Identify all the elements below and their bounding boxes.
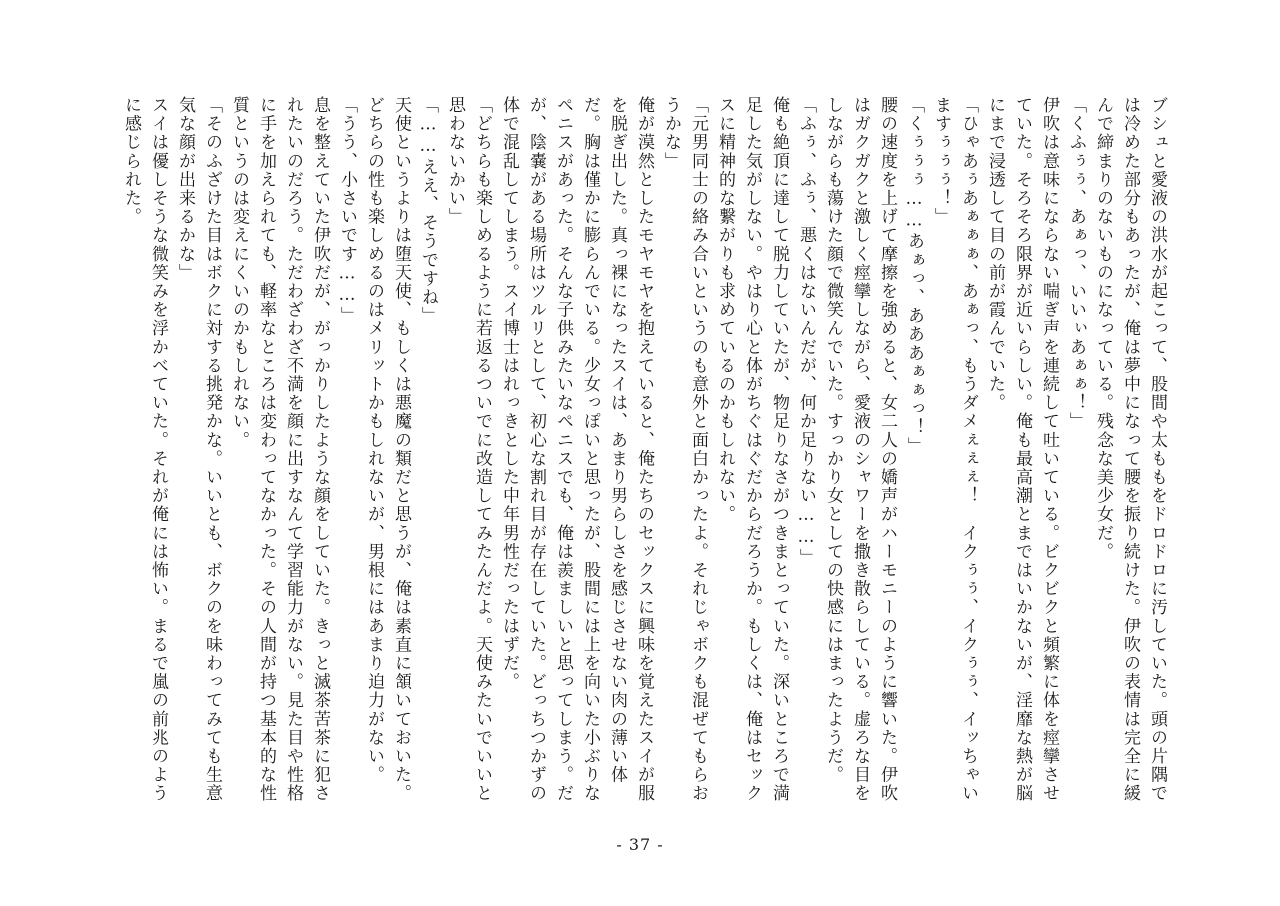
paragraph: 「元男同士の絡み合いというのも意外と面白かったよ。それじゃボクも混ぜてもらおうかな」: [661, 96, 708, 803]
vertical-text-body: [110, 96, 1170, 816]
page-number: - 37 -: [616, 835, 664, 854]
paragraph: 天使というよりは堕天使、もしくは悪魔の類だと思うが、俺は素直に頷いておいた。どちらの性も楽しめるのはメリットかもしれないが、男根にはあまり迫力がない。: [364, 96, 411, 803]
paragraph: 「うう、小さいです……」: [337, 96, 357, 326]
paragraph: 息を整えていた伊吹だが、がっかりしたような顔をしていた。きっと滅茶苦茶に犯されたいのだろう。ただわざわざ不満を顔に出すなんて学習能力がない。見た目や性格に手を加えられても、軽率なところは変わってなかった。その人間が持つ基本的な性質というのは変えにくいのかもしれない。: [229, 96, 330, 803]
paragraph: 腰の速度を上げて摩擦を強めると、女二人の嬌声がハーモニーのように響いた。伊吹はガクガクと激しく痙攣しながら、愛液のシャワーを撒き散らしている。虚ろな目をしながらも蕩けた顔で微笑んでいた。すっかり女としての快感にはまったようだ。: [823, 96, 897, 803]
paragraph: 「ひゃあぅあぁぁぁ、あぁっ、もうダメぇぇぇ！ イクぅぅ、イクぅぅ、イッちゃいますぅぅぅ！」: [931, 96, 978, 803]
paragraph: 俺も絶頂に達して脱力していたが、物足りなさがつきまとっていた。深いところで満足した気がしない。やはり心と体がちぐはぐだからだろうか。もしくは、俺はセックスに精神的な繋がりも求めているのかもしれない。: [715, 96, 789, 803]
paragraph: 「ふぅ、ふぅ、悪くはないんだが、何か足りない……」: [796, 96, 816, 567]
paragraph: 俺が漠然としたモヤモヤを抱えていると、俺たちのセックスに興味を覚えたスイが服を脱ぎ出した。真っ裸になったスイは、あまり男らしさを感じさせない肉の薄い体だ。胸は僅かに膨らんでいる。少女っぽいと思ったが、股間には上を向いた小ぶりなペニスがあった。そんな子供みたいなペニスでも、俺は羨ましいと思ってしまう。だが、陰嚢がある場所はツルリとして、初心な割れ目が存在していた。どっちつかずの体で混乱してしまう。スイ博士はれっきとした中年男性だったはずだ。: [499, 96, 654, 803]
paragraph: ブシュと愛液の洪水が起こって、股間や太ももをドロドロに汚していた。頭の片隅では冷めた部分もあったが、俺は夢中になって腰を振り続けた。伊吹の表情は完全に緩んで締まりのないものになっている。残念な美少女だ。: [1093, 96, 1167, 803]
paragraph: 「そのふざけた目はボクに対する挑発かな。いいとも、ボクのを味わってみても生意気な顔が出来るかな」: [175, 96, 222, 803]
paragraph: 「くぅぅぅ……あぁっ、あああぁぁっ！」: [904, 96, 924, 456]
paragraph: 「……ええ、そうですね」: [418, 96, 438, 326]
paragraph: 「どちらも楽しめるように若返るついでに改造してみたんだよ。天使みたいでいいと思わないかい」: [445, 96, 492, 803]
paragraph: スイは優しそうな微笑みを浮かべていた。それが俺には怖い。まるで嵐の前兆のように感じられた。: [121, 96, 168, 803]
paragraph: 「くふぅぅ、あぁっ、いいぃあぁぁ！」: [1066, 96, 1086, 431]
paragraph: 伊吹は意味にならない喘ぎ声を連続して吐いている。ビクビクと頻繁に体を痙攣させていた。そろそろ限界が近いらしい。俺も最高潮とまではいかないが、淫靡な熱が脳にまで浸透して目の前が霞んでいた。: [985, 96, 1059, 803]
